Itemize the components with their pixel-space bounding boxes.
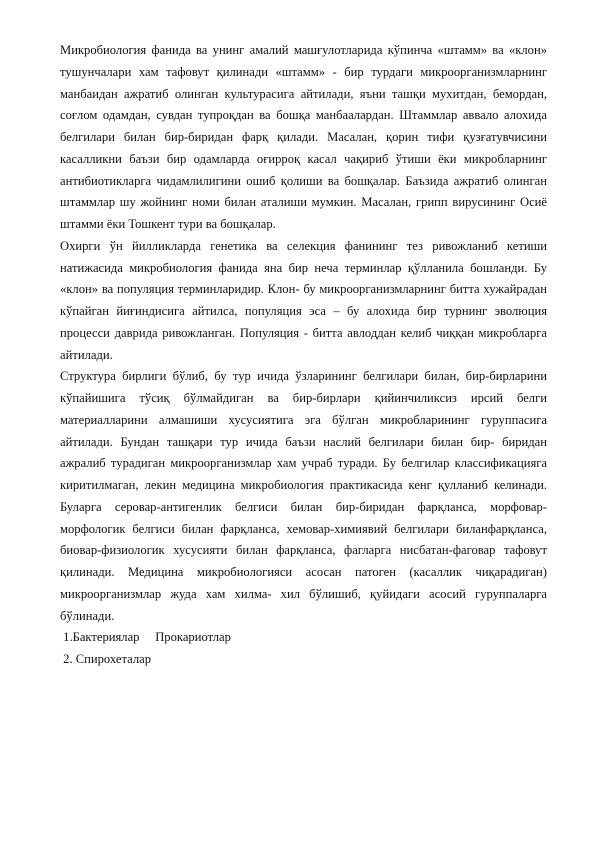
paragraph-structure-unit: Структура бирлиги бўлиб, бу тур ичида ўзларининг белгилари билан, бир-бирларини кўпайишига тўсиқ бўлмайдиган ва бир-бирлари қийинчиликсиз ирсий белги материалларини алмашиши хусусиятига эга бўлган микробларининг гуруппасига айтилади. Бундан ташқари тур ичида баъзи наслий белгилари билан бир- биридан ажралиб турадиган микроорганизмлар хам учраб туради. Бу белгилар классификацияга киритилмаган, лекин медицина микробиология практикасида кенг қулланиб келинади. Буларга серовар-антигенлик белгиси билан бир-биридан фарқланса, морфовар- морфологик белгиси билан фарқланса, хемовар-химиявий белгилари биланфарқланса, биовар-физиологик хусусияти билан фарқланса, фагларга нисбатан-фаговар тафовут қилинади. Медицина микробиологияси асосан патоген (касаллик чиқарадиган) микроорганизмлар жуда хам хилма- хил бўлишиб, қуйидаги асосий гуруппаларга бўлинади. [60,369,547,623]
document-page [60,40,547,671]
list-item-spirochetes: 2. Спирохеталар [60,652,152,666]
paragraph-genetics-terms: Охирги ўн йилликларда генетика ва селекция фанининг тез ривожланиб кетиши натижасида микробиология фанида яна бир неча терминлар қўлланила бошланди. Бу «клон» ва популяция терминларидир. Клон- бу микроорганизмларнинг битта хужайрадан кўпайган йиғиндисига айтилса, популяция эса – бу алохида бир турнинг эволюция процесси даврида ривожланган. Популяция - битта авлоддан келиб чиққан микробларга айтилади. [60,238,547,362]
paragraph-strain-clone: Микробиология фанида ва унинг амалий машғулотларида кўпинча «штамм» ва «клон» тушунчалари хам тафовут қилинади «штамм» - бир турдаги микроорганизмларнинг манбаидан ажратиб олинган культурасига айтилади, яъни ташқи мухитдан, бемордан, соғлом одамдан, сувдан тупроқдан ва бошқа манбаалардан. Штаммлар аввало алохида белгилари билан бир-биридан фарқ қилади. Масалан, қорин тифи қузғатувчисини касалликни баъзи бир одамларда оғирроқ касал чақириб ўтиши ёки микробларнинг антибиотикларга чидамлилигини ошиб қолиши ва бошқалар. Баъзида ажратиб олинган штаммлар шу жойнинг номи билан аталиши мумкин. Масалан, грипп вирусининг Осиё штамми ёки Тошкент тури ва бошқалар. [60,43,547,231]
list-item-bacteria: 1.Бактериялар Прокариотлар [60,630,231,645]
